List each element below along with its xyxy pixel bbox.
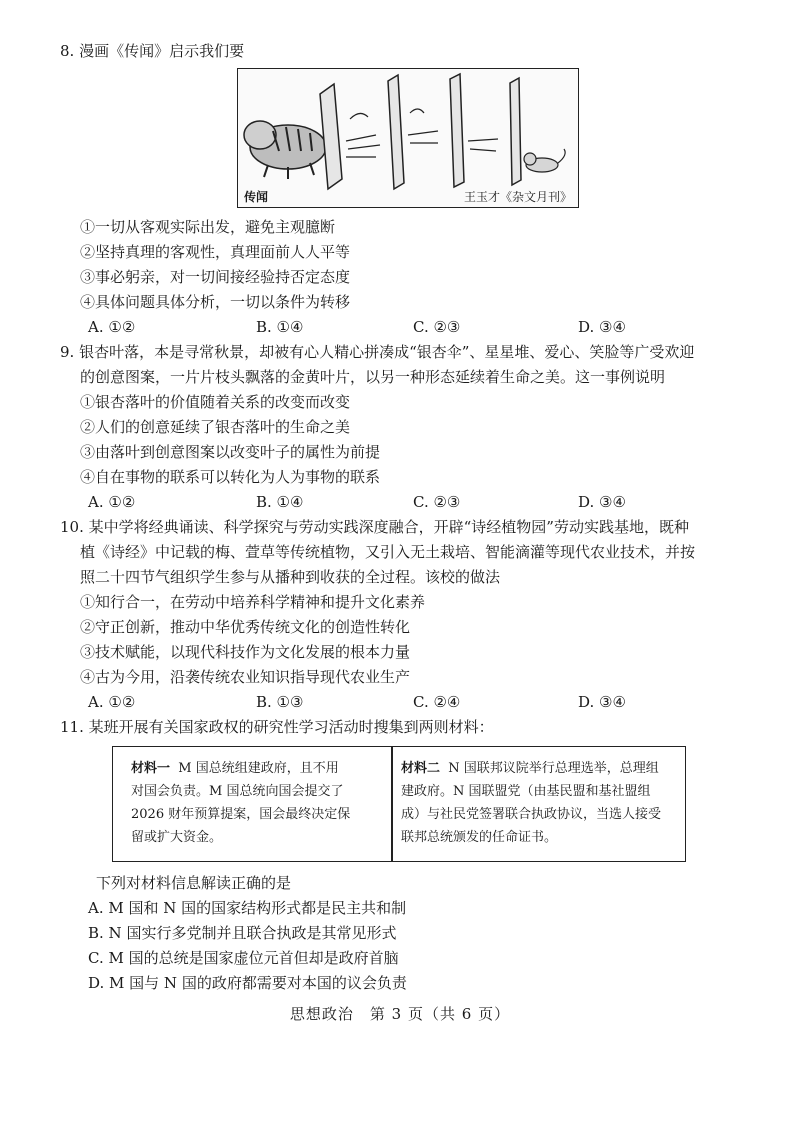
material-one-line-4: 留或扩大资金。: [131, 830, 223, 845]
q10-item-1: ①知行合一，在劳动中培养科学精神和提升文化素养: [80, 593, 426, 611]
q8-options: [88, 316, 748, 338]
domino-walls: [320, 74, 521, 189]
q11-option-c[interactable]: C. M 国的总统是国家虚位元首但却是政府首脑: [88, 949, 399, 967]
q9-item-1: ①银杏落叶的价值随着关系的改变而改变: [80, 393, 351, 411]
q8-stem: 8. 漫画《传闻》启示我们要: [60, 42, 245, 60]
q10-options: [88, 691, 748, 713]
q8-item-1: ①一切从客观实际出发，避免主观臆断: [80, 218, 336, 236]
q8-item-3: ③事必躬亲，对一切间接经验持否定态度: [80, 268, 351, 286]
q9-item-2: ②人们的创意延续了银杏落叶的生命之美: [80, 418, 351, 436]
q9-options: [88, 491, 748, 513]
q10-option-a[interactable]: A. ①②: [88, 693, 136, 711]
q8-option-b[interactable]: B. ①④: [256, 318, 304, 336]
q11-question: 下列对材料信息解读正确的是: [96, 874, 292, 892]
q10-stem-line-2: 植《诗经》中记载的梅、萱草等传统植物，又引入无土栽培、智能滴灌等现代农业技术，并按: [80, 543, 696, 561]
q8-option-c[interactable]: C. ②③: [413, 318, 461, 336]
materials-divider: [391, 747, 393, 861]
q9-option-b[interactable]: B. ①④: [256, 493, 304, 511]
q9-stem-line-1: 9. 银杏叶落，本是寻常秋景，却被有心人精心拼凑成“银杏伞”、星星堆、爱心、笑脸等广受欢迎: [60, 343, 695, 361]
cartoon-drawing: [238, 69, 577, 206]
q11-option-a[interactable]: A. M 国和 N 国的国家结构形式都是民主共和制: [88, 899, 407, 917]
cartoon-credit: 王玉才《杂文月刊》: [463, 190, 572, 204]
q10-stem-line-1: 10. 某中学将经典诵读、科学探究与劳动实践深度融合，开辟“诗经植物园”劳动实践基地，既种: [60, 518, 689, 536]
cartoon-title: 传闻: [244, 190, 269, 204]
motion-lines: [346, 109, 498, 157]
q11-option-b[interactable]: B. N 国实行多党制并且联合执政是其常见形式: [88, 924, 397, 942]
q10-item-4: ④古为今用，沿袭传统农业知识指导现代农业生产: [80, 668, 411, 686]
q9-option-c[interactable]: C. ②③: [413, 493, 461, 511]
q10-option-d[interactable]: D. ③④: [578, 693, 626, 711]
q11-stem: 11. 某班开展有关国家政权的研究性学习活动时搜集到两则材料：: [60, 718, 494, 736]
material-two-label: 材料二: [401, 761, 441, 776]
q9-item-3: ③由落叶到创意图案以改变叶子的属性为前提: [80, 443, 381, 461]
page-footer: 思想政治 第 3 页（共 6 页）: [289, 1005, 511, 1023]
q10-stem-line-3: 照二十四节气组织学生参与从播种到收获的全过程。该校的做法: [80, 568, 501, 586]
q8-option-a[interactable]: A. ①②: [88, 318, 136, 336]
cat-figure: [524, 149, 565, 172]
q10-item-2: ②守正创新，推动中华优秀传统文化的创造性转化: [80, 618, 411, 636]
q9-option-d[interactable]: D. ③④: [578, 493, 626, 511]
material-two-line-4: 联邦总统颁发的任命证书。: [401, 830, 558, 845]
material-two-line-1: N 国联邦议院举行总理选举，总理组: [448, 761, 659, 776]
q10-item-3: ③技术赋能，以现代科技作为文化发展的根本力量: [80, 643, 411, 661]
material-one-line-1: M 国总统组建政府，且不用: [178, 761, 339, 776]
q8-item-2: ②坚持真理的客观性，真理面前人人平等: [80, 243, 351, 261]
q8-option-d[interactable]: D. ③④: [578, 318, 626, 336]
q10-option-c[interactable]: C. ②④: [413, 693, 461, 711]
q8-item-4: ④具体问题具体分析，一切以条件为转移: [80, 293, 351, 311]
material-one-label: 材料一: [131, 761, 171, 776]
material-one: [131, 757, 350, 849]
material-two-line-3: 成）与社民党签署联合执政协议，当选人接受: [401, 807, 662, 822]
materials-box: [112, 746, 686, 862]
cartoon-rumor: [237, 68, 579, 208]
q9-stem-line-2: 的创意图案，一片片枝头飘落的金黄叶片，以另一种形态延续着生命之美。这一事例说明: [80, 368, 666, 386]
q10-option-b[interactable]: B. ①③: [256, 693, 304, 711]
material-one-line-2: 对国会负责。M 国总统向国会提交了: [131, 784, 344, 799]
material-one-line-3: 2026 财年预算提案，国会最终决定保: [131, 807, 351, 822]
material-two-line-2: 建政府。N 国联盟党（由基民盟和基社盟组: [401, 784, 651, 799]
q9-option-a[interactable]: A. ①②: [88, 493, 136, 511]
q11-option-d[interactable]: D. M 国与 N 国的政府都需要对本国的议会负责: [88, 974, 407, 992]
q9-item-4: ④自在事物的联系可以转化为人为事物的联系: [80, 468, 381, 486]
material-two: [401, 757, 661, 849]
